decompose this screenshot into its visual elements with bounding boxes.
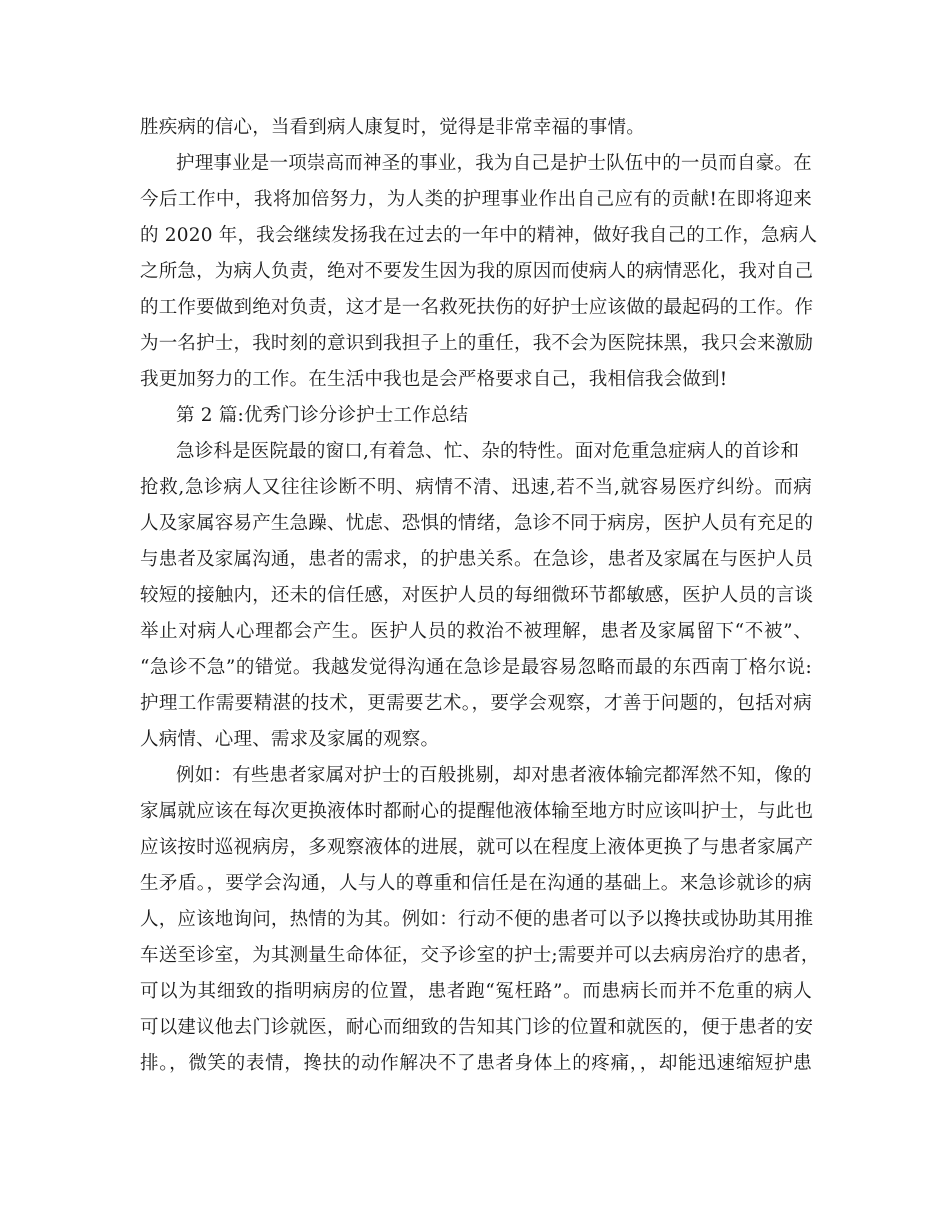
text-line: 护理工作需要精湛的技术，更需要艺术。，要学会观察，才善于问题的，包括对病 — [140, 693, 812, 714]
text-line: 车送至诊室，为其测量生命体征，交予诊室的护士;需要并可以去病房治疗的患者， — [140, 945, 820, 966]
text-line: 今后工作中，我将加倍努力，为人类的护理事业作出自己应有的贡献!在即将迎来 — [140, 189, 812, 210]
text-line: 应该按时巡视病房，多观察液体的进展，就可以在程度上液体更换了与患者家属产 — [140, 837, 814, 858]
text-line: 可以建议他去门诊就医，耐心而细致的告知其门诊的位置和就医的，便于患者的安 — [140, 1017, 814, 1038]
section-heading: 第 2 篇:优秀门诊分诊护士工作总结 — [176, 405, 469, 426]
text-line: 的工作要做到绝对负责，这才是一名救死扶伤的好护士应该做的最起码的工作。作 — [140, 297, 814, 318]
text-line: 生矛盾。，要学会沟通，人与人的尊重和信任是在沟通的基础上。来急诊就诊的病 — [140, 873, 812, 894]
text-line: 抢救,急诊病人又往往诊断不明、病情不清、迅速,若不当,就容易医疗纠纷。而病 — [140, 477, 812, 498]
text-line: 排。，微笑的表情，搀扶的动作解决不了患者身体上的疼痛，，却能迅速缩短护患 — [140, 1053, 812, 1074]
text-line: 之所急，为病人负责，绝对不要发生因为我的原因而使病人的病情恶化，我对自己 — [140, 261, 814, 282]
text-line: 为一名护士，我时刻的意识到我担子上的重任，我不会为医院抹黑，我只会来激励 — [140, 333, 814, 354]
text-line: 我更加努力的工作。在生活中我也是会严格要求自己，我相信我会做到! — [140, 369, 728, 390]
text-line: 例如：有些患者家属对护士的百般挑剔，却对患者液体输完都浑然不知，像的 — [176, 765, 812, 786]
text-line: 举止对病人心理都会产生。医护人员的救治不被理解，患者及家属留下“不被”、 — [140, 621, 812, 642]
text-line: 人，应该地询问，热情的为其。例如：行动不便的患者可以予以搀扶或协助其用推 — [140, 909, 814, 930]
text-line: 家属就应该在每次更换液体时都耐心的提醒他液体输至地方时应该叫护士，与此也 — [140, 801, 814, 822]
text-line: 胜疾病的信心，当看到病人康复时，觉得是非常幸福的事情。 — [140, 117, 645, 138]
text-line: 人及家属容易产生急躁、忧虑、恐惧的情绪，急诊不同于病房，医护人员有充足的 — [140, 513, 814, 534]
text-line: 急诊科是医院最的窗口,有着急、忙、杂的特性。面对危重急症病人的首诊和 — [176, 441, 800, 462]
text-line: 与患者及家属沟通，患者的需求，的护患关系。在急诊，患者及家属在与医护人员 — [140, 549, 814, 570]
text-line: 可以为其细致的指明病房的位置，患者跑“冤枉路”。而患病长而并不危重的病人 — [140, 981, 812, 1002]
text-line: “急诊不急”的错觉。我越发觉得沟通在急诊是最容易忽略而最的东西南丁格尔说: — [140, 657, 812, 678]
text-line: 人病情、心理、需求及家属的观察。 — [140, 729, 440, 750]
text-line: 护理事业是一项崇高而神圣的事业，我为自己是护士队伍中的一员而自豪。在 — [176, 153, 812, 174]
text-line: 较短的接触内，还未的信任感，对医护人员的每细微环节都敏感，医护人员的言谈 — [140, 585, 814, 606]
text-line: 的 2020 年，我会继续发扬我在过去的一年中的精神，做好我自己的工作，急病人 — [140, 225, 818, 246]
